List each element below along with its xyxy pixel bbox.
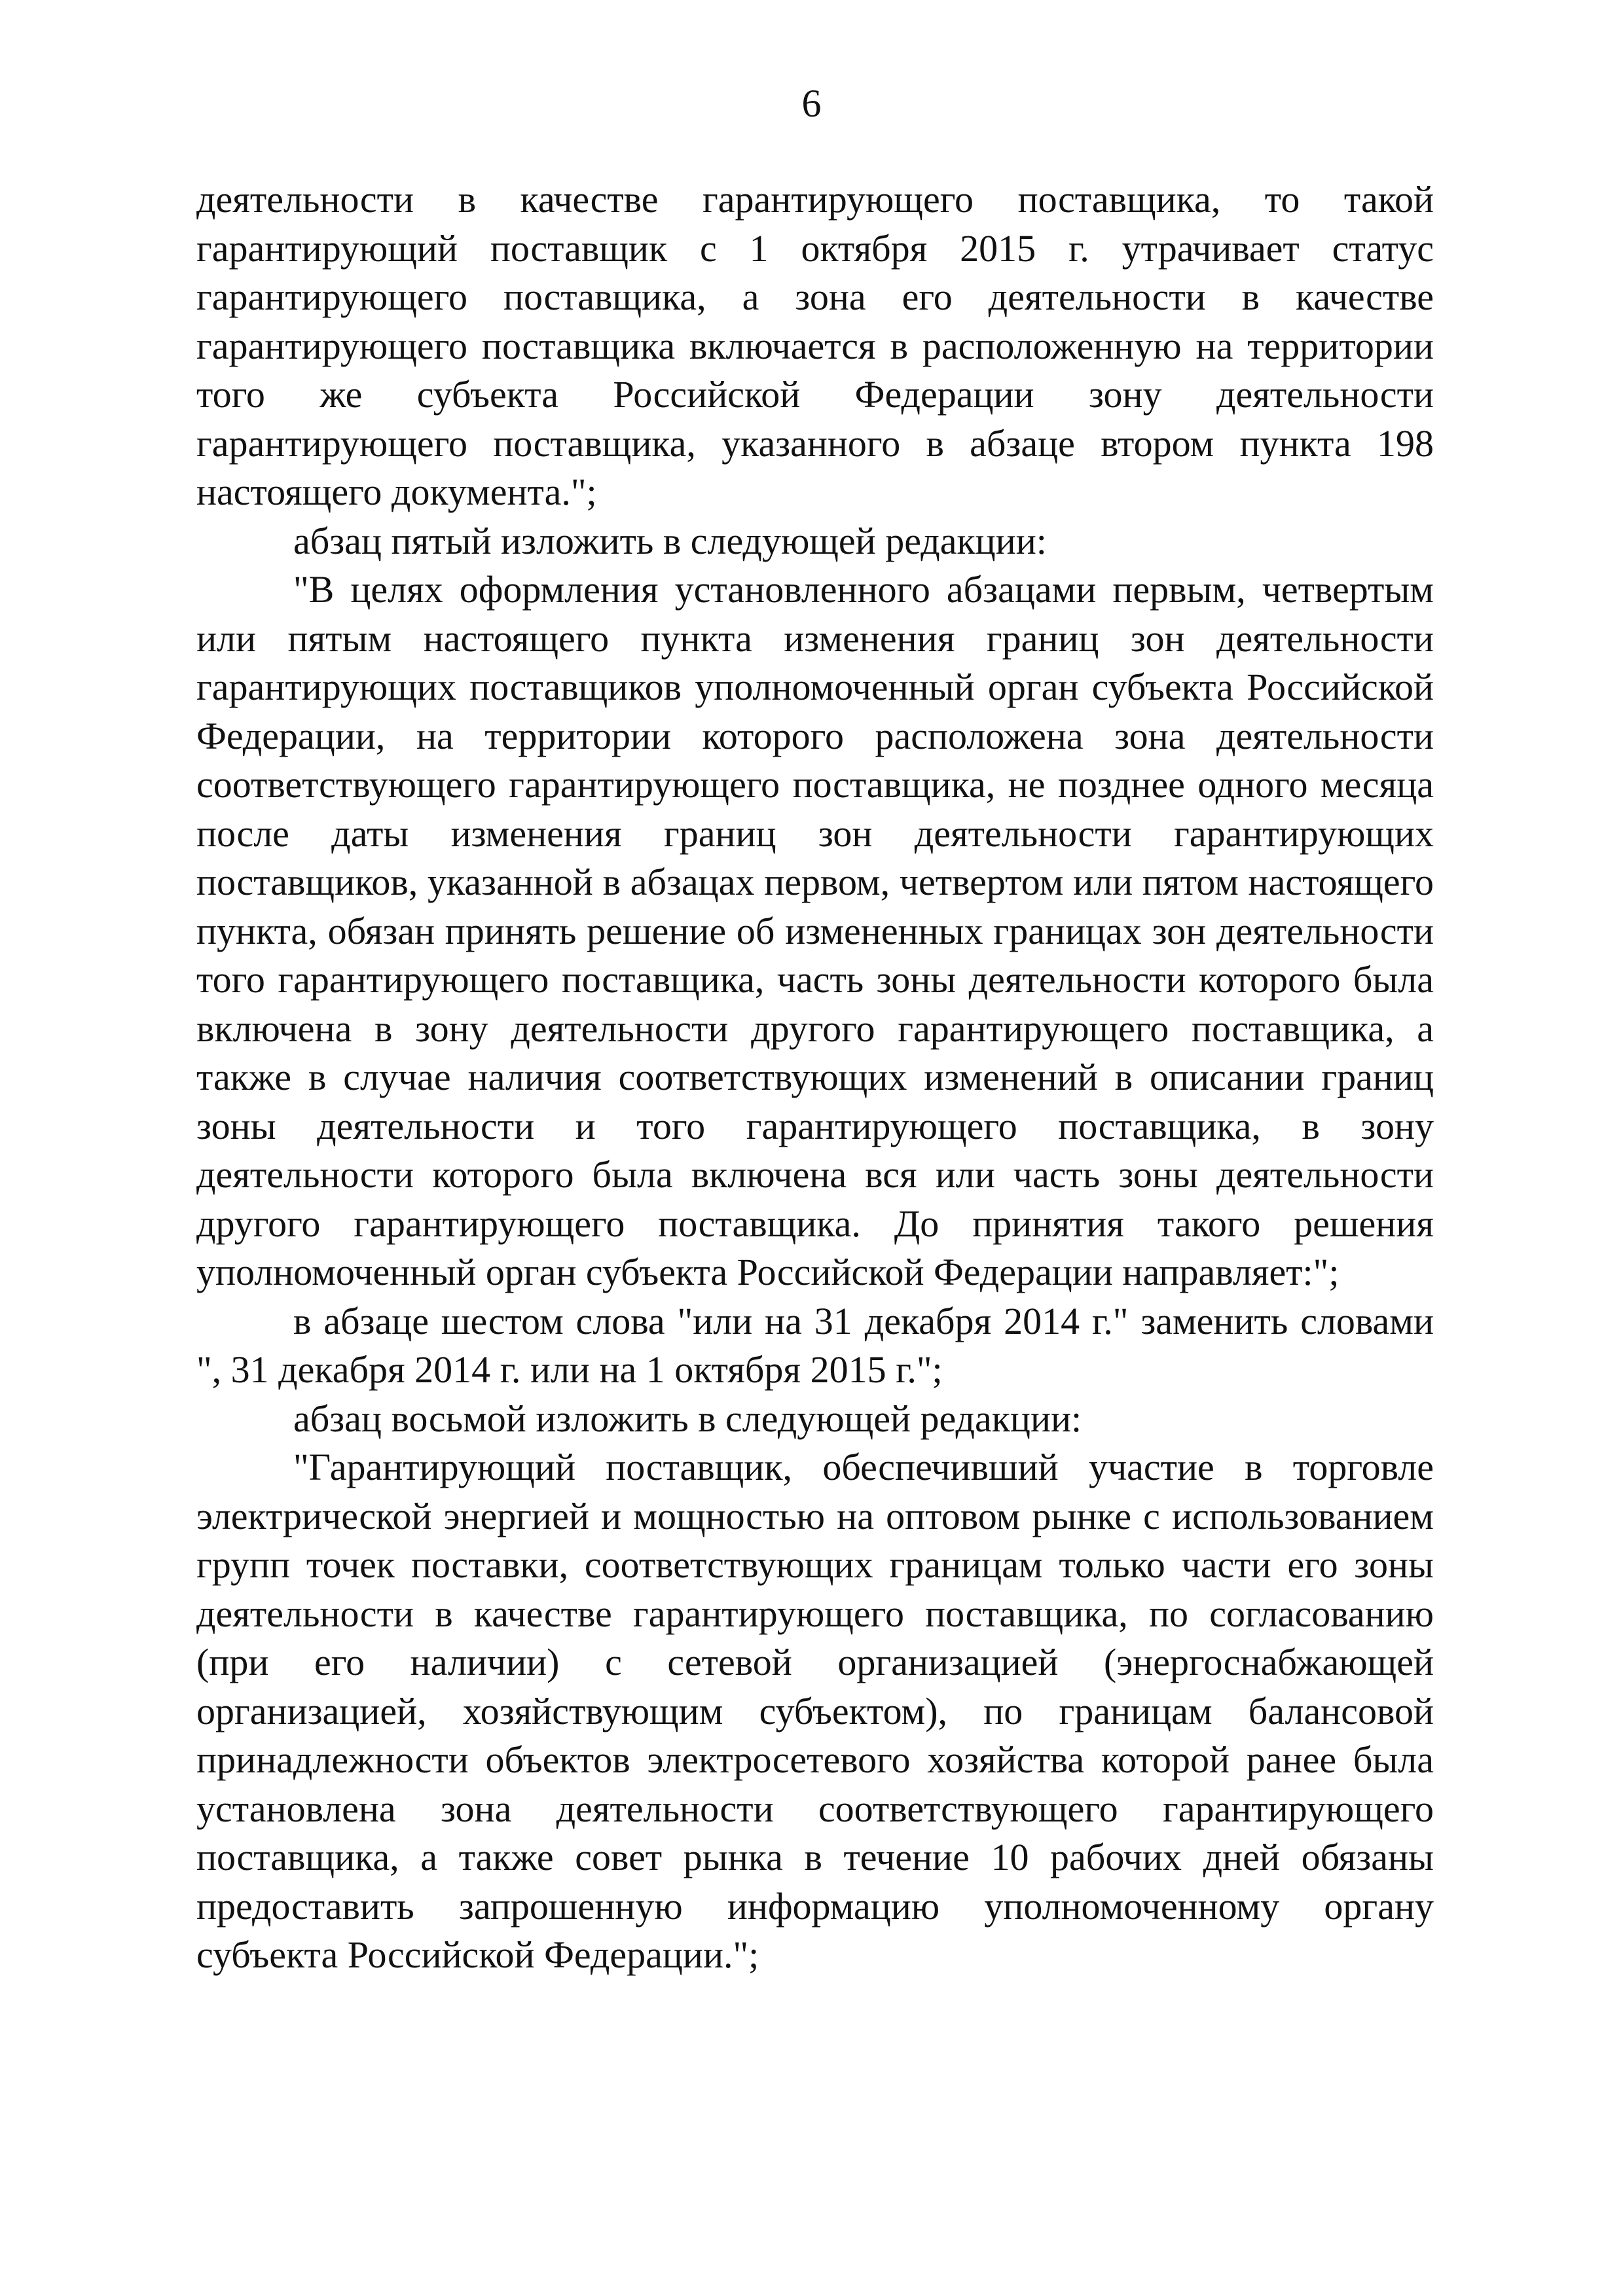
paragraph-amendment-5: абзац пятый изложить в следующей редакции:	[293, 519, 1047, 562]
document-body	[196, 175, 1434, 1980]
paragraph-quoted-text-8: "Гарантирующий поставщик, обеспечивший участие в торговле электрической энергией и мощностью на оптовом рынке с использованием групп точек поставки, соответствующих границам только части его зоны деятельности в качестве гарантирующего поставщика, по согласованию (при его наличии) с сетевой организацией (энергоснабжающей организацией, хозяйствующим субъектом), по границам балансовой принадлежности объектов электросетевого хозяйства которой ранее была установлена зона деятельности соответствующего гарантирующего поставщика, а также совет рынка в течение 10 рабочих дней обязаны предоставить запрошенную информацию уполномоченному органу субъекта Российской Федерации.";	[196, 1446, 1434, 1976]
paragraph-amendment-8: абзац восьмой изложить в следующей редакции:	[293, 1397, 1082, 1440]
paragraph-continuation: деятельности в качестве гарантирующего поставщика, то такой гарантирующий поставщик с 1 октября 2015 г. утрачивает статус гарантирующего поставщика, а зона его деятельности в качестве гарантирующего поставщика включается в расположенную на территории того же субъекта Российской Федерации зону деятельности гарантирующего поставщика, указанного в абзаце втором пункта 198 настоящего документа.";	[196, 178, 1434, 513]
paragraph-amendment-6: в абзаце шестом слова "или на 31 декабря 2014 г." заменить словами ", 31 декабря 2014 г. или на 1 октября 2015 г.";	[196, 1299, 1434, 1391]
paragraph-quoted-text-5: "В целях оформления установленного абзацами первым, четвертым или пятым настоящего пункта изменения границ зон деятельности гарантирующих поставщиков уполномоченный орган субъекта Российской Федерации, на территории которого расположена зона деятельности соответствующего гарантирующего поставщика, не позднее одного месяца после даты изменения границ зон деятельности гарантирующих поставщиков, указанной в абзацах первом, четвертом или пятом настоящего пункта, обязан принять решение об измененных границах зон деятельности того гарантирующего поставщика, часть зоны деятельности которого была включена в зону деятельности другого гарантирующего поставщика, а также в случае наличия соответствующих изменений в описании границ зоны деятельности и того гарантирующего поставщика, в зону деятельности которого была включена вся или часть зоны деятельности другого гарантирующего поставщика. До принятия такого решения уполномоченный орган субъекта Российской Федерации направляет:";	[196, 568, 1434, 1293]
page-number: 6	[801, 82, 822, 125]
